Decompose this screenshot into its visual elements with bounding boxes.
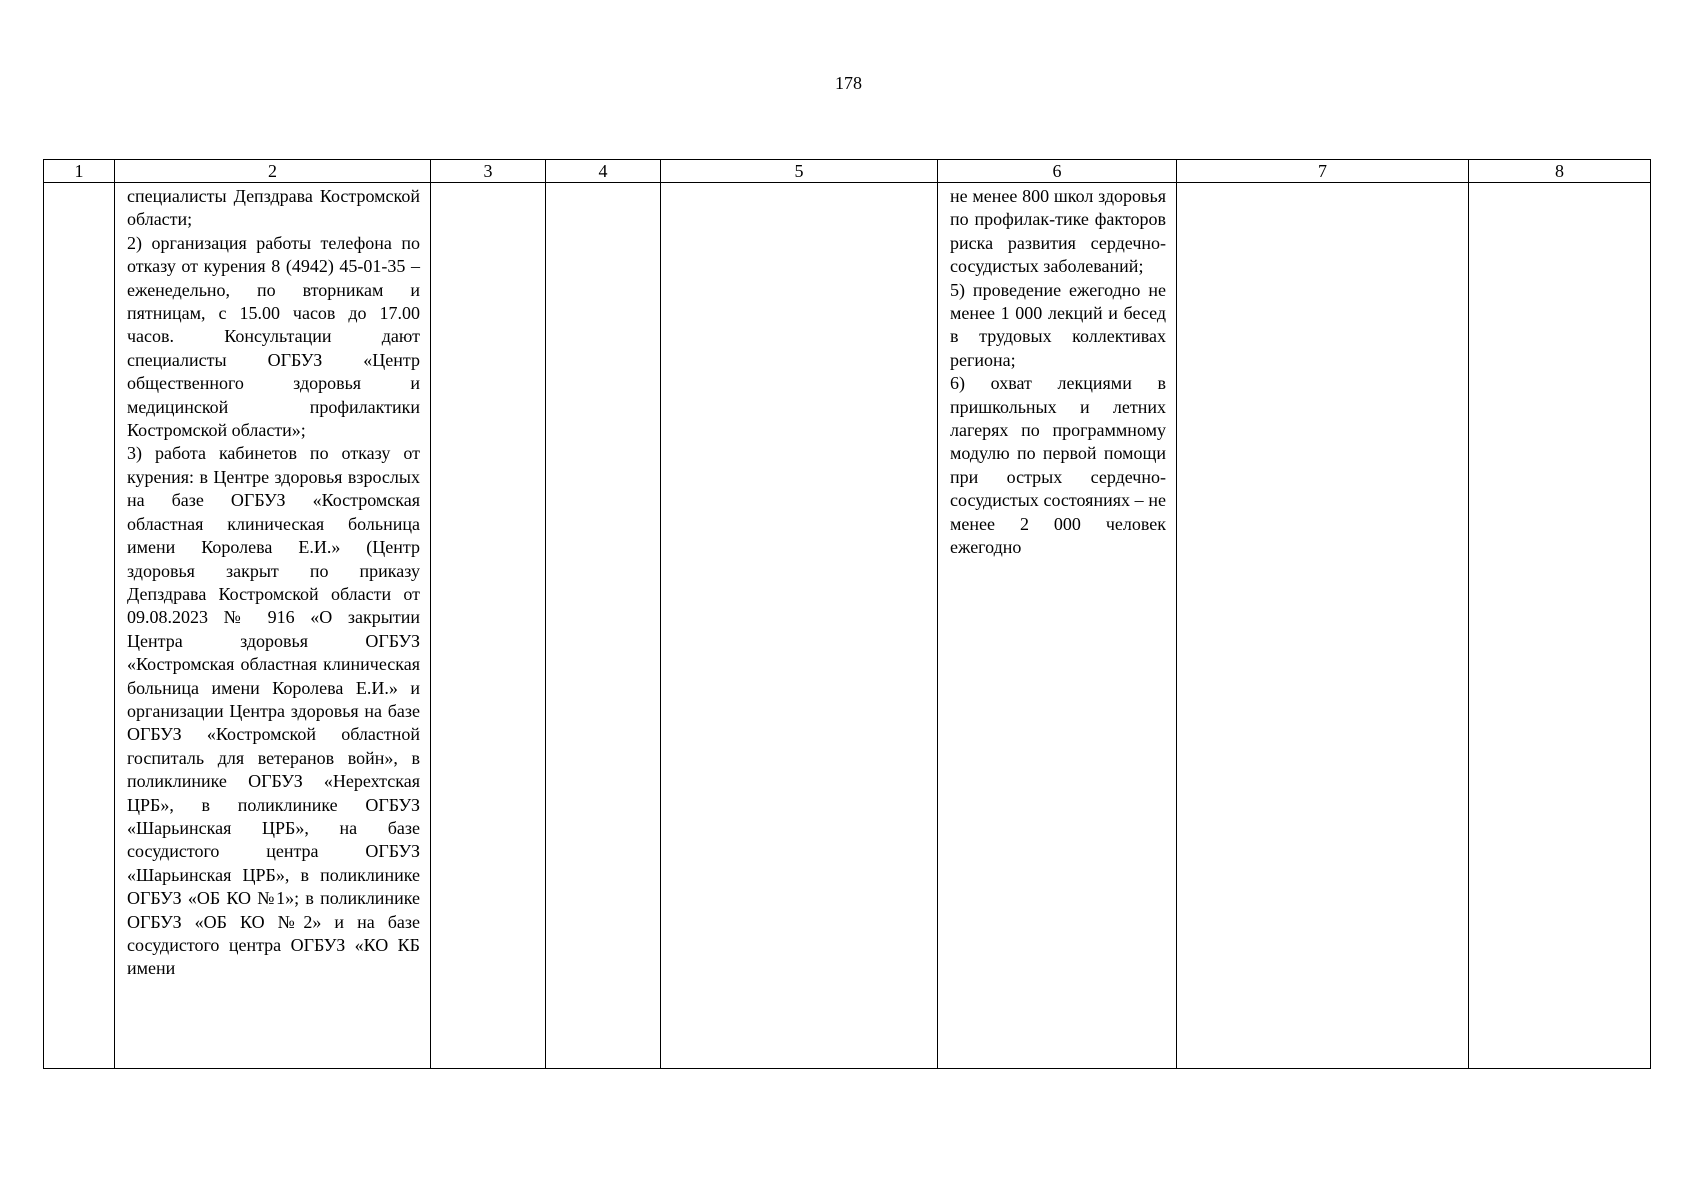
col2-paragraph-1: специалисты Депздрава Костромской области; [127, 186, 420, 230]
col2-paragraph-3: 3) работа кабинетов по отказу от курения: в Центре здоровья взрослых на базе ОГБУЗ «Костромская областная клиническая больница имени Королева Е.И.» (Центр здоровья закрыт по приказу Депздрава Костромской области от 09.08.2023 № 916 «О закрытии Центра здоровья ОГБУЗ «Костромская областная клиническая больница имени Королева Е.И.» и организации Центра здоровья на базе ОГБУЗ «Костромской областной госпиталь для ветеранов войн», в поликлинике ОГБУЗ «Нерехтская ЦРБ», в поликлинике ОГБУЗ «Шарьинская ЦРБ», на базе сосудистого центра ОГБУЗ «Шарьинская ЦРБ», в поликлинике ОГБУЗ «ОБ КО №1»; в поликлинике ОГБУЗ «ОБ КО №2» и на базе сосудистого центра ОГБУЗ «КО КБ имени [127, 443, 420, 979]
cell-col5 [661, 183, 938, 1069]
column-header-3: 3 [431, 160, 546, 183]
measures-table [43, 159, 1651, 1069]
column-header-6: 6 [938, 160, 1177, 183]
cell-col8 [1469, 183, 1651, 1069]
page-number: 178 [835, 73, 862, 93]
cell-col3 [431, 183, 546, 1069]
column-header-7: 7 [1177, 160, 1469, 183]
cell-col4 [546, 183, 661, 1069]
table-row [44, 183, 1651, 1069]
cell-col1 [44, 183, 115, 1069]
column-header-8: 8 [1469, 160, 1651, 183]
column-header-4: 4 [546, 160, 661, 183]
table-header-row [44, 160, 1651, 183]
col6-paragraph-1: не менее 800 школ здоровья по профилак-тике факторов риска развития сердечно-сосудистых заболеваний; [950, 186, 1166, 277]
cell-col7 [1177, 183, 1469, 1069]
column-header-5: 5 [661, 160, 938, 183]
cell-col6 [938, 183, 1177, 1069]
column-header-2: 2 [115, 160, 431, 183]
col2-paragraph-2: 2) организация работы телефона по отказу от курения 8 (4942) 45-01-35 – еженедельно, по вторникам и пятницам, с 15.00 часов до 17.00 часов. Консультации дают специалисты ОГБУЗ «Центр общественного здоровья и медицинской профилактики Костромской области»; [127, 232, 420, 441]
col6-paragraph-3: 6) охват лекциями в пришкольных и летних лагерях по программному модулю по первой помощи при острых сердечно-сосудистых состояниях – не менее 2 000 человек ежегодно [950, 373, 1166, 558]
column-header-1: 1 [44, 160, 115, 183]
cell-col2 [115, 183, 431, 1069]
col6-paragraph-2: 5) проведение ежегодно не менее 1 000 лекций и бесед в трудовых коллективах региона; [950, 279, 1166, 370]
